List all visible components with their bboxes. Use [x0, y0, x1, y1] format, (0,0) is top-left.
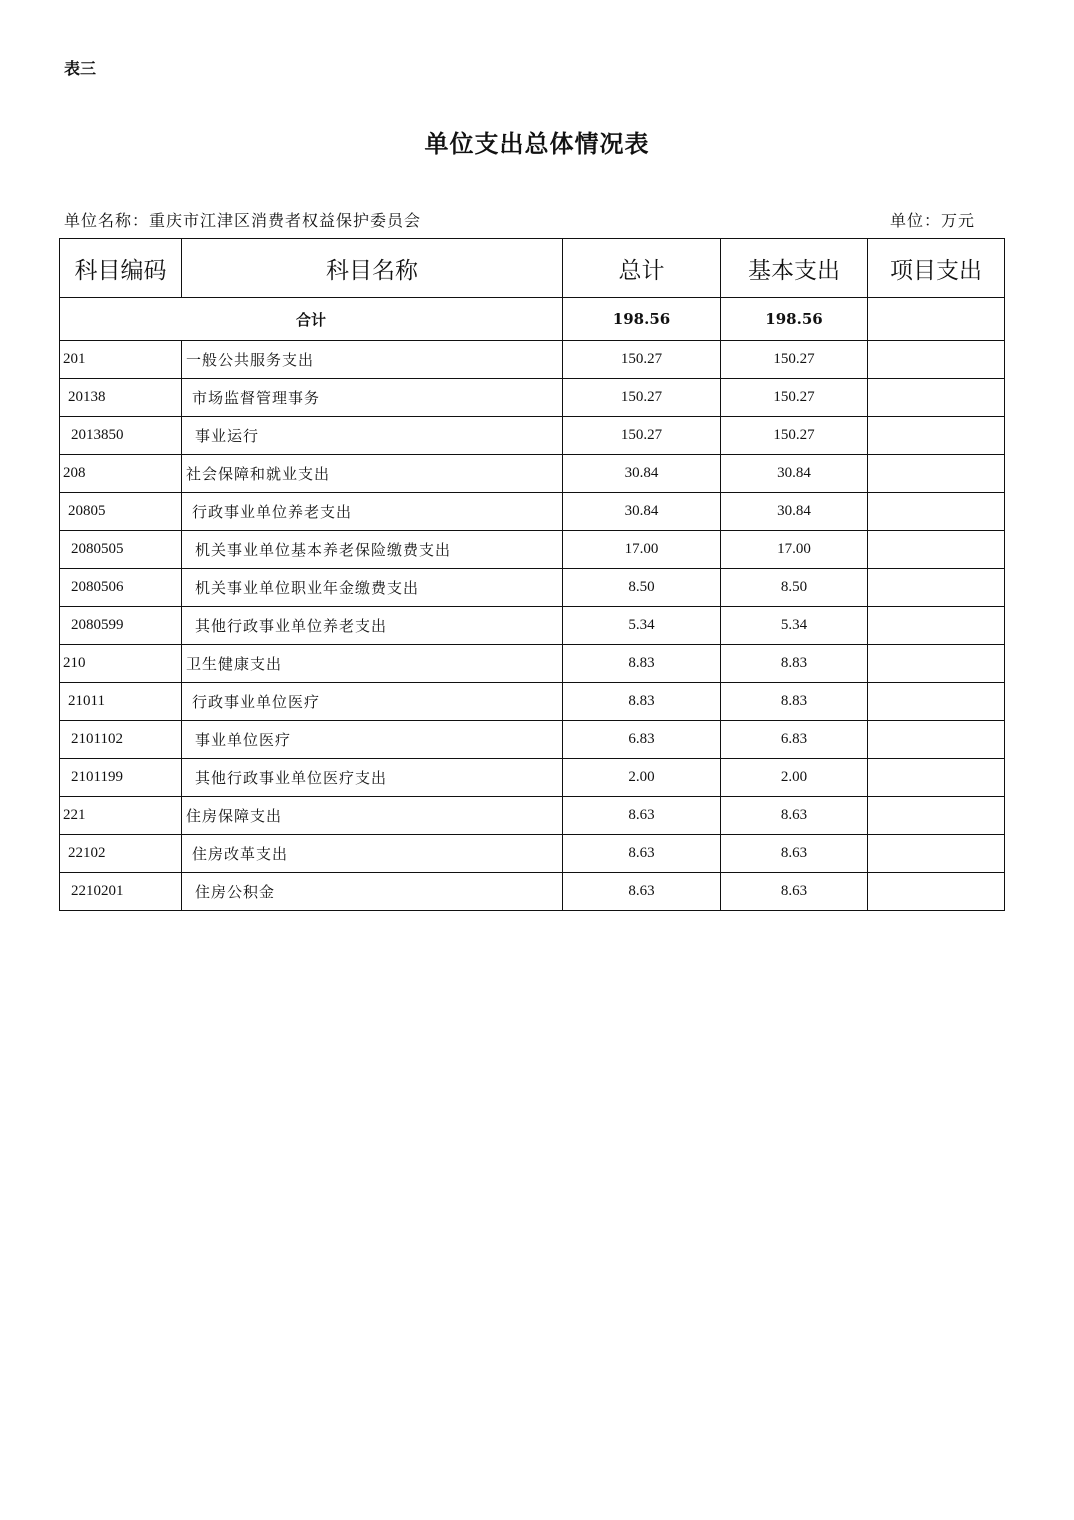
row-project — [868, 873, 1005, 911]
row-name: 其他行政事业单位医疗支出 — [182, 759, 563, 797]
table-row — [60, 569, 1005, 607]
row-code: 2080599 — [60, 607, 182, 645]
row-project — [868, 341, 1005, 379]
row-name: 住房公积金 — [182, 873, 563, 911]
row-name: 事业运行 — [182, 417, 563, 455]
table-row — [60, 417, 1005, 455]
header-project: 项目支出 — [868, 239, 1005, 298]
row-total: 8.63 — [563, 835, 721, 873]
table-row — [60, 683, 1005, 721]
table-number-label: 表三 — [64, 59, 97, 78]
row-project — [868, 759, 1005, 797]
total-label: 合计 — [60, 298, 563, 341]
row-basic: 150.27 — [721, 341, 868, 379]
row-basic: 8.63 — [721, 797, 868, 835]
total-row — [60, 298, 1005, 341]
row-project — [868, 379, 1005, 417]
row-name: 卫生健康支出 — [182, 645, 563, 683]
row-code: 22102 — [60, 835, 182, 873]
row-project — [868, 797, 1005, 835]
table-row — [60, 759, 1005, 797]
row-project — [868, 417, 1005, 455]
table-row — [60, 645, 1005, 683]
table-row — [60, 455, 1005, 493]
row-name: 住房改革支出 — [182, 835, 563, 873]
table-row — [60, 379, 1005, 417]
row-basic: 8.83 — [721, 683, 868, 721]
row-total: 8.50 — [563, 569, 721, 607]
row-basic: 30.84 — [721, 455, 868, 493]
row-basic: 8.63 — [721, 835, 868, 873]
table-row — [60, 835, 1005, 873]
row-total: 150.27 — [563, 417, 721, 455]
table-row — [60, 873, 1005, 911]
header-row — [60, 239, 1005, 298]
row-code: 2210201 — [60, 873, 182, 911]
expense-table — [59, 238, 1005, 911]
row-project — [868, 607, 1005, 645]
total-basic: 198.56 — [721, 298, 868, 341]
row-code: 201 — [60, 341, 182, 379]
row-basic: 8.50 — [721, 569, 868, 607]
row-basic: 2.00 — [721, 759, 868, 797]
table-row — [60, 607, 1005, 645]
row-total: 30.84 — [563, 493, 721, 531]
row-basic: 8.83 — [721, 645, 868, 683]
row-total: 150.27 — [563, 341, 721, 379]
table-row — [60, 493, 1005, 531]
row-basic: 30.84 — [721, 493, 868, 531]
row-project — [868, 721, 1005, 759]
row-code: 2080506 — [60, 569, 182, 607]
row-name: 行政事业单位医疗 — [182, 683, 563, 721]
total-sum: 198.56 — [563, 298, 721, 341]
row-code: 2080505 — [60, 531, 182, 569]
table-row — [60, 721, 1005, 759]
row-code: 20805 — [60, 493, 182, 531]
row-code: 2101199 — [60, 759, 182, 797]
row-project — [868, 645, 1005, 683]
row-name: 事业单位医疗 — [182, 721, 563, 759]
row-code: 2013850 — [60, 417, 182, 455]
table-row — [60, 531, 1005, 569]
row-project — [868, 683, 1005, 721]
table-row — [60, 341, 1005, 379]
document-title: 单位支出总体情况表 — [424, 129, 650, 158]
row-code: 21011 — [60, 683, 182, 721]
row-name: 市场监督管理事务 — [182, 379, 563, 417]
row-total: 5.34 — [563, 607, 721, 645]
row-total: 17.00 — [563, 531, 721, 569]
table-row — [60, 797, 1005, 835]
row-project — [868, 531, 1005, 569]
row-code: 20138 — [60, 379, 182, 417]
row-name: 机关事业单位职业年金缴费支出 — [182, 569, 563, 607]
header-name: 科目名称 — [182, 239, 563, 298]
row-name: 一般公共服务支出 — [182, 341, 563, 379]
row-name: 住房保障支出 — [182, 797, 563, 835]
row-total: 2.00 — [563, 759, 721, 797]
row-code: 221 — [60, 797, 182, 835]
row-total: 8.83 — [563, 683, 721, 721]
row-name: 行政事业单位养老支出 — [182, 493, 563, 531]
unit-name-label: 单位名称：重庆市江津区消费者权益保护委员会 — [64, 211, 422, 230]
header-code: 科目编码 — [60, 239, 182, 298]
row-project — [868, 835, 1005, 873]
row-total: 8.63 — [563, 797, 721, 835]
row-total: 150.27 — [563, 379, 721, 417]
header-basic: 基本支出 — [721, 239, 868, 298]
row-code: 2101102 — [60, 721, 182, 759]
row-project — [868, 455, 1005, 493]
row-project — [868, 569, 1005, 607]
row-total: 6.83 — [563, 721, 721, 759]
row-basic: 150.27 — [721, 417, 868, 455]
row-code: 208 — [60, 455, 182, 493]
row-project — [868, 493, 1005, 531]
total-project — [868, 298, 1005, 341]
row-name: 社会保障和就业支出 — [182, 455, 563, 493]
currency-unit-label: 单位：万元 — [890, 211, 976, 230]
row-basic: 6.83 — [721, 721, 868, 759]
row-total: 8.83 — [563, 645, 721, 683]
row-total: 30.84 — [563, 455, 721, 493]
row-basic: 150.27 — [721, 379, 868, 417]
row-name: 机关事业单位基本养老保险缴费支出 — [182, 531, 563, 569]
row-total: 8.63 — [563, 873, 721, 911]
row-basic: 5.34 — [721, 607, 868, 645]
row-name: 其他行政事业单位养老支出 — [182, 607, 563, 645]
header-total: 总计 — [563, 239, 721, 298]
row-code: 210 — [60, 645, 182, 683]
row-basic: 8.63 — [721, 873, 868, 911]
row-basic: 17.00 — [721, 531, 868, 569]
